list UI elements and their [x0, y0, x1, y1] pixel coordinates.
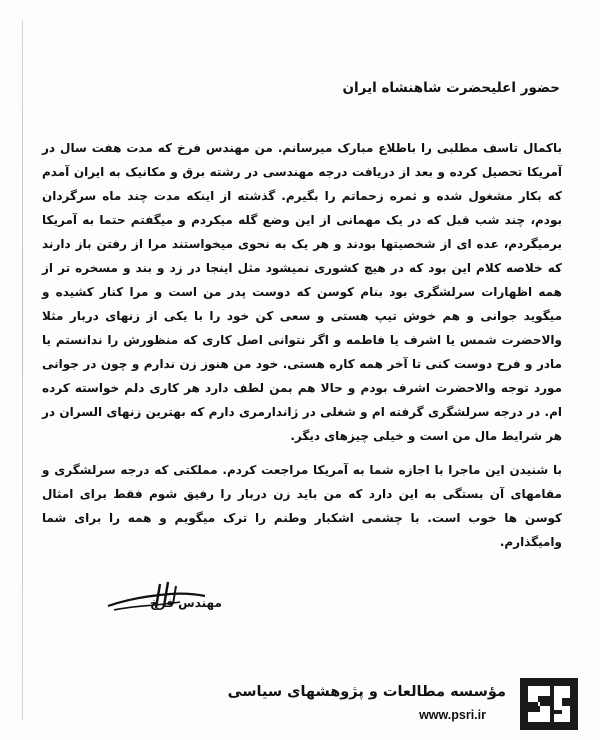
letter-body: [42, 136, 562, 554]
archive-footer: [227, 678, 578, 734]
archive-url: www.psri.ir: [419, 708, 486, 722]
letter-greeting: حضور اعلیحضرت شاهنشاه ایران: [342, 80, 560, 96]
scan-edge-line: [22, 20, 23, 720]
archive-org-name: مؤسسه مطالعات و پژوهشهای سیاسی: [227, 684, 506, 700]
signature-name: مهندس فرخ: [150, 596, 222, 610]
letter-paragraph-2: با شنیدن این ماجرا با اجازه شما به آمریکا مراجعت کردم. مملکتی که درجه سرلشگری و مقامهای آن بستگی به این دارد که من باید زن دربار را رفیق شوم فقط برای امثال کوسن ها خوب است. با چشمی اشکبار وطنم را ترک میگویم و همه را برای شما وامیگذارم.: [42, 463, 562, 549]
institute-logo-icon: [520, 678, 578, 730]
letter-paragraph-1: باکمال تاسف مطلبی را باطلاع مبارک میرسانم. من مهندس فرخ که مدت هفت سال در آمریکا تحصیل کرده و بعد از دریافت درجه مهندسی در رشته برق و مکانیک به ایران آمدم که بکار مشغول شده و ثمره زحماتم را بگیرم. گذشته از اینکه مدت چند ماه سرگردان بودم، چند شب قبل که در یک مهمانی از این وضع گله میکردم و میگفتم حتما به آمریکا برمیگردم، عده ای از شخصیتها بودند و هر یک به نحوی میخواستند مرا از رفتن باز دارند که خلاصه کلام این بود که در هیچ کشوری نمیشود مثل اینجا در زد و بند و مسخره تر از همه اظهارات سرلشگری بود بنام کوسن که دوست پدر من است و مرا کنار کشیده و میگوید جوانی و هم خوش تیپ هستی و سعی کن خود را با یکی از زنهای دربار مثلا والاحضرت شمس یا اشرف یا فاطمه و اگر نتوانی اصل کاری که منظورش را ندانستم یا مادر و فرح دوست کنی تا آخر همه کاره هستی. خود من هنوز زن ندارم و چون در جوانی مورد توجه والاحضرت اشرف بودم و حالا هم بمن لطف دارد هر کاری دلم خواسته کرده ام. در درجه سرلشگری گرفته ام و شغلی در ژاندارمری دارم که بهترین زنهای السران در هر شرایط مال من است و خیلی چیزهای دیگر.: [42, 141, 562, 443]
